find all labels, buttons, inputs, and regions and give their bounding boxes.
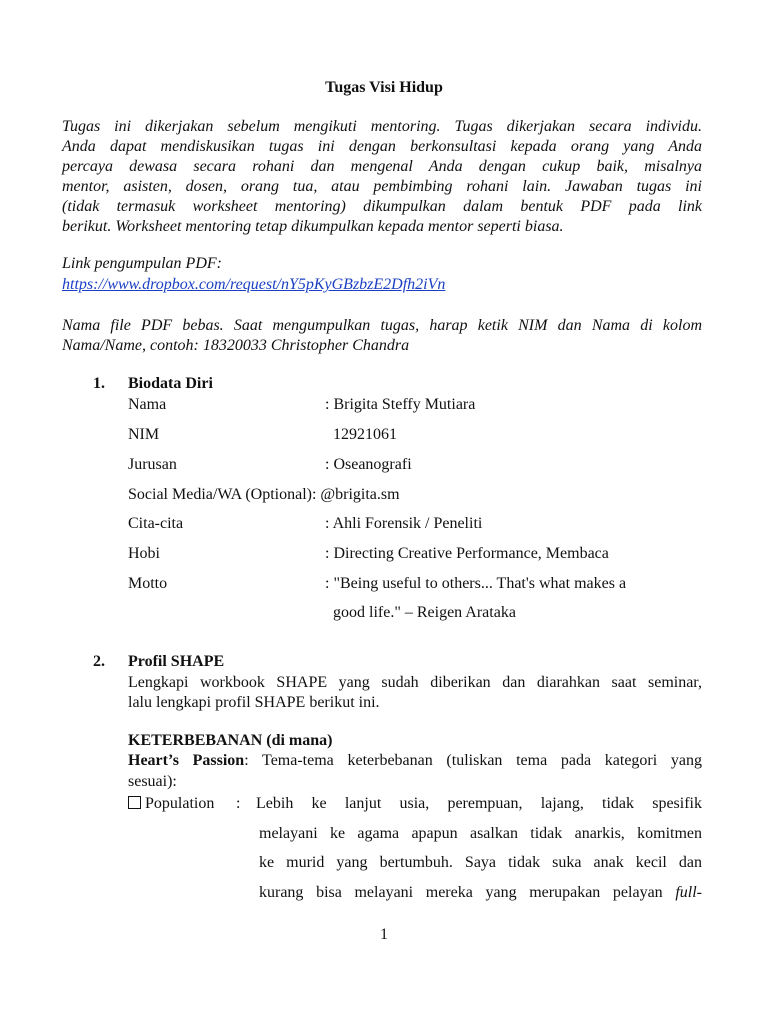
page-number: 1: [380, 926, 388, 943]
dropbox-link[interactable]: https://www.dropbox.com/request/nY5pKyGBzbzE2Dfh2iVn: [62, 276, 446, 293]
field-social-media: Social Media/WA (Optional): @brigita.sm: [128, 486, 400, 503]
intro-line: Tugas ini dikerjakan sebelum mengikuti mentoring. Tugas dikerjakan secara individu.: [62, 118, 702, 135]
population-label-row: [128, 794, 214, 814]
section-heading: Profil SHAPE: [128, 653, 225, 670]
page-title: Tugas Visi Hidup: [325, 79, 443, 96]
population-line-last: [259, 883, 702, 903]
passion-text: : Tema-tema keterbebanan (tuliskan tema pada kategori yang: [244, 752, 702, 769]
passion-label: Heart’s Passion: [128, 752, 245, 769]
passion-text-cont: sesuai):: [128, 773, 177, 790]
field-label-nama: Nama: [128, 396, 167, 413]
population-line: ke murid yang bertumbuh. Saya tidak suka anak kecil dan: [259, 854, 702, 871]
population-label: Population: [145, 795, 215, 812]
note-line: Nama file PDF bebas. Saat mengumpulkan tugas, harap ketik NIM dan Nama di kolom: [62, 317, 702, 334]
section-heading: Biodata Diri: [128, 375, 213, 392]
field-value-motto-cont: good life." – Reigen Arataka: [325, 604, 516, 621]
link-label: Link pengumpulan PDF:: [62, 255, 222, 272]
field-label-motto: Motto: [128, 575, 168, 592]
intro-line: mentor, asisten, dosen, orang tua, atau pembimbing rohani lain. Jawaban tugas ini: [62, 178, 702, 195]
field-value-cita-cita: : Ahli Forensik / Peneliti: [325, 515, 483, 532]
note-line: Nama/Name, contoh: 18320033 Christopher Chandra: [62, 337, 410, 354]
subheading: KETERBEBANAN (di mana): [128, 732, 333, 749]
field-label-hobi: Hobi: [128, 545, 160, 562]
intro-line: (tidak termasuk worksheet mentoring) dikumpulkan dalam bentuk PDF pada link: [62, 198, 702, 215]
section-text: lalu lengkapi profil SHAPE berikut ini.: [128, 694, 380, 711]
section-number: 2.: [93, 653, 105, 670]
field-value-nama: : Brigita Steffy Mutiara: [325, 396, 476, 413]
passion-line: [128, 751, 702, 771]
field-value-nim: 12921061: [325, 426, 397, 443]
field-label-cita-cita: Cita-cita: [128, 515, 184, 532]
population-line: melayani ke agama apapun asalkan tidak anarkis, komitmen: [259, 825, 702, 842]
intro-line: percaya dewasa secara rohani dan mengenal Anda dengan cukup baik, misalnya: [62, 158, 702, 175]
intro-line: Anda dapat mendiskusikan tugas ini dengan berkonsultasi kepada orang yang Anda: [62, 138, 702, 155]
population-tail: full-: [675, 884, 702, 901]
intro-paragraph: [62, 117, 702, 237]
population-separator: :: [236, 795, 241, 812]
population-line: kurang bisa melayani mereka yang merupakan pelayan: [259, 884, 663, 901]
checkbox-icon[interactable]: [128, 796, 141, 809]
section-number: 1.: [93, 375, 105, 392]
field-label-jurusan: Jurusan: [128, 456, 177, 473]
section-text: Lengkapi workbook SHAPE yang sudah diberikan dan diarahkan saat seminar,: [128, 674, 702, 691]
field-value-motto: : "Being useful to others... That's what makes a: [325, 575, 627, 592]
field-label-nim: NIM: [128, 426, 160, 443]
population-line: Lebih ke lanjut usia, perempuan, lajang, tidak spesifik: [256, 795, 702, 812]
intro-line: berikut. Worksheet mentoring tetap dikumpulkan kepada mentor seperti biasa.: [62, 218, 564, 235]
field-value-hobi: : Directing Creative Performance, Membaca: [325, 545, 609, 562]
field-value-jurusan: : Oseanografi: [325, 456, 412, 473]
